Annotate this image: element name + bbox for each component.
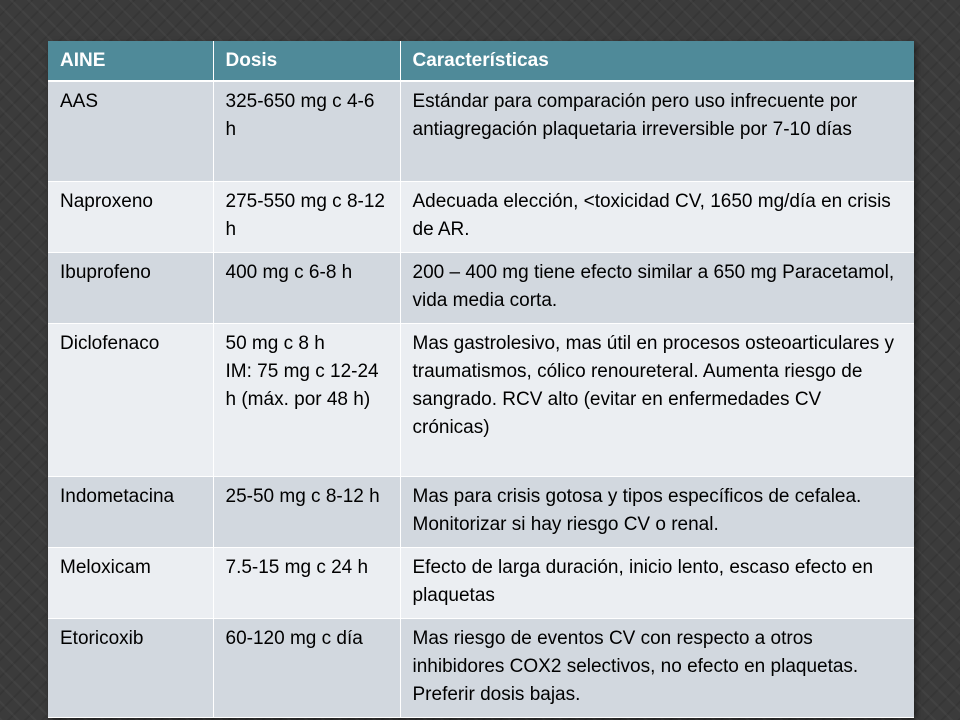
cell-dosis (213, 252, 400, 323)
cell-aine: Etoricoxib (48, 618, 213, 717)
dosis-line: IM: 75 mg c 12-24 h (máx. por 48 h) (225, 360, 379, 410)
dosis-line: 275-550 mg c 8-12 h (225, 190, 385, 240)
table-row (48, 547, 914, 618)
dosis-line: 7.5-15 mg c 24 h (225, 556, 369, 578)
cell-aine: Meloxicam (48, 547, 213, 618)
table-row (48, 323, 914, 476)
header-aine: AINE (48, 41, 213, 81)
header-caracteristicas: Características (400, 41, 914, 81)
cell-dosis (213, 81, 400, 181)
cell-caracteristicas: Estándar para comparación pero uso infrecuente por antiagregación plaquetaria irreversible por 7-10 días (400, 81, 914, 181)
cell-aine: AAS (48, 81, 213, 181)
cell-caracteristicas: Efecto de larga duración, inicio lento, escaso efecto en plaquetas (400, 547, 914, 618)
table-row (48, 252, 914, 323)
dosis-line: 50 mg c 8 h (225, 332, 325, 354)
table-row (48, 81, 914, 181)
aine-table (48, 41, 914, 718)
header-dosis: Dosis (213, 41, 400, 81)
cell-caracteristicas: Adecuada elección, <toxicidad CV, 1650 mg/día en crisis de AR. (400, 181, 914, 252)
cell-caracteristicas: Mas gastrolesivo, mas útil en procesos osteoarticulares y traumatismos, cólico renoureteral. Aumenta riesgo de sangrado. RCV alto (evitar en enfermedades CV crónicas) (400, 323, 914, 476)
cell-caracteristicas: Mas para crisis gotosa y tipos específicos de cefalea. Monitorizar si hay riesgo CV o renal. (400, 476, 914, 547)
table-row (48, 476, 914, 547)
table-header (48, 41, 914, 81)
cell-aine: Diclofenaco (48, 323, 213, 476)
cell-dosis (213, 547, 400, 618)
cell-aine: Ibuprofeno (48, 252, 213, 323)
dosis-line: 400 mg c 6-8 h (225, 261, 353, 283)
cell-caracteristicas: Mas riesgo de eventos CV con respecto a otros inhibidores COX2 selectivos, no efecto en plaquetas. Preferir dosis bajas. (400, 618, 914, 717)
cell-aine: Indometacina (48, 476, 213, 547)
table-body (48, 81, 914, 717)
dosis-line: 25-50 mg c 8-12 h (225, 485, 380, 507)
dosis-line: 60-120 mg c día (225, 627, 363, 649)
cell-dosis (213, 323, 400, 476)
table-row (48, 181, 914, 252)
cell-caracteristicas: 200 – 400 mg tiene efecto similar a 650 mg Paracetamol, vida media corta. (400, 252, 914, 323)
cell-dosis (213, 181, 400, 252)
cell-dosis (213, 618, 400, 717)
cell-dosis (213, 476, 400, 547)
dosis-line: 325-650 mg c 4-6 h (225, 91, 375, 140)
table-row (48, 618, 914, 717)
header-row (48, 41, 914, 81)
cell-aine: Naproxeno (48, 181, 213, 252)
